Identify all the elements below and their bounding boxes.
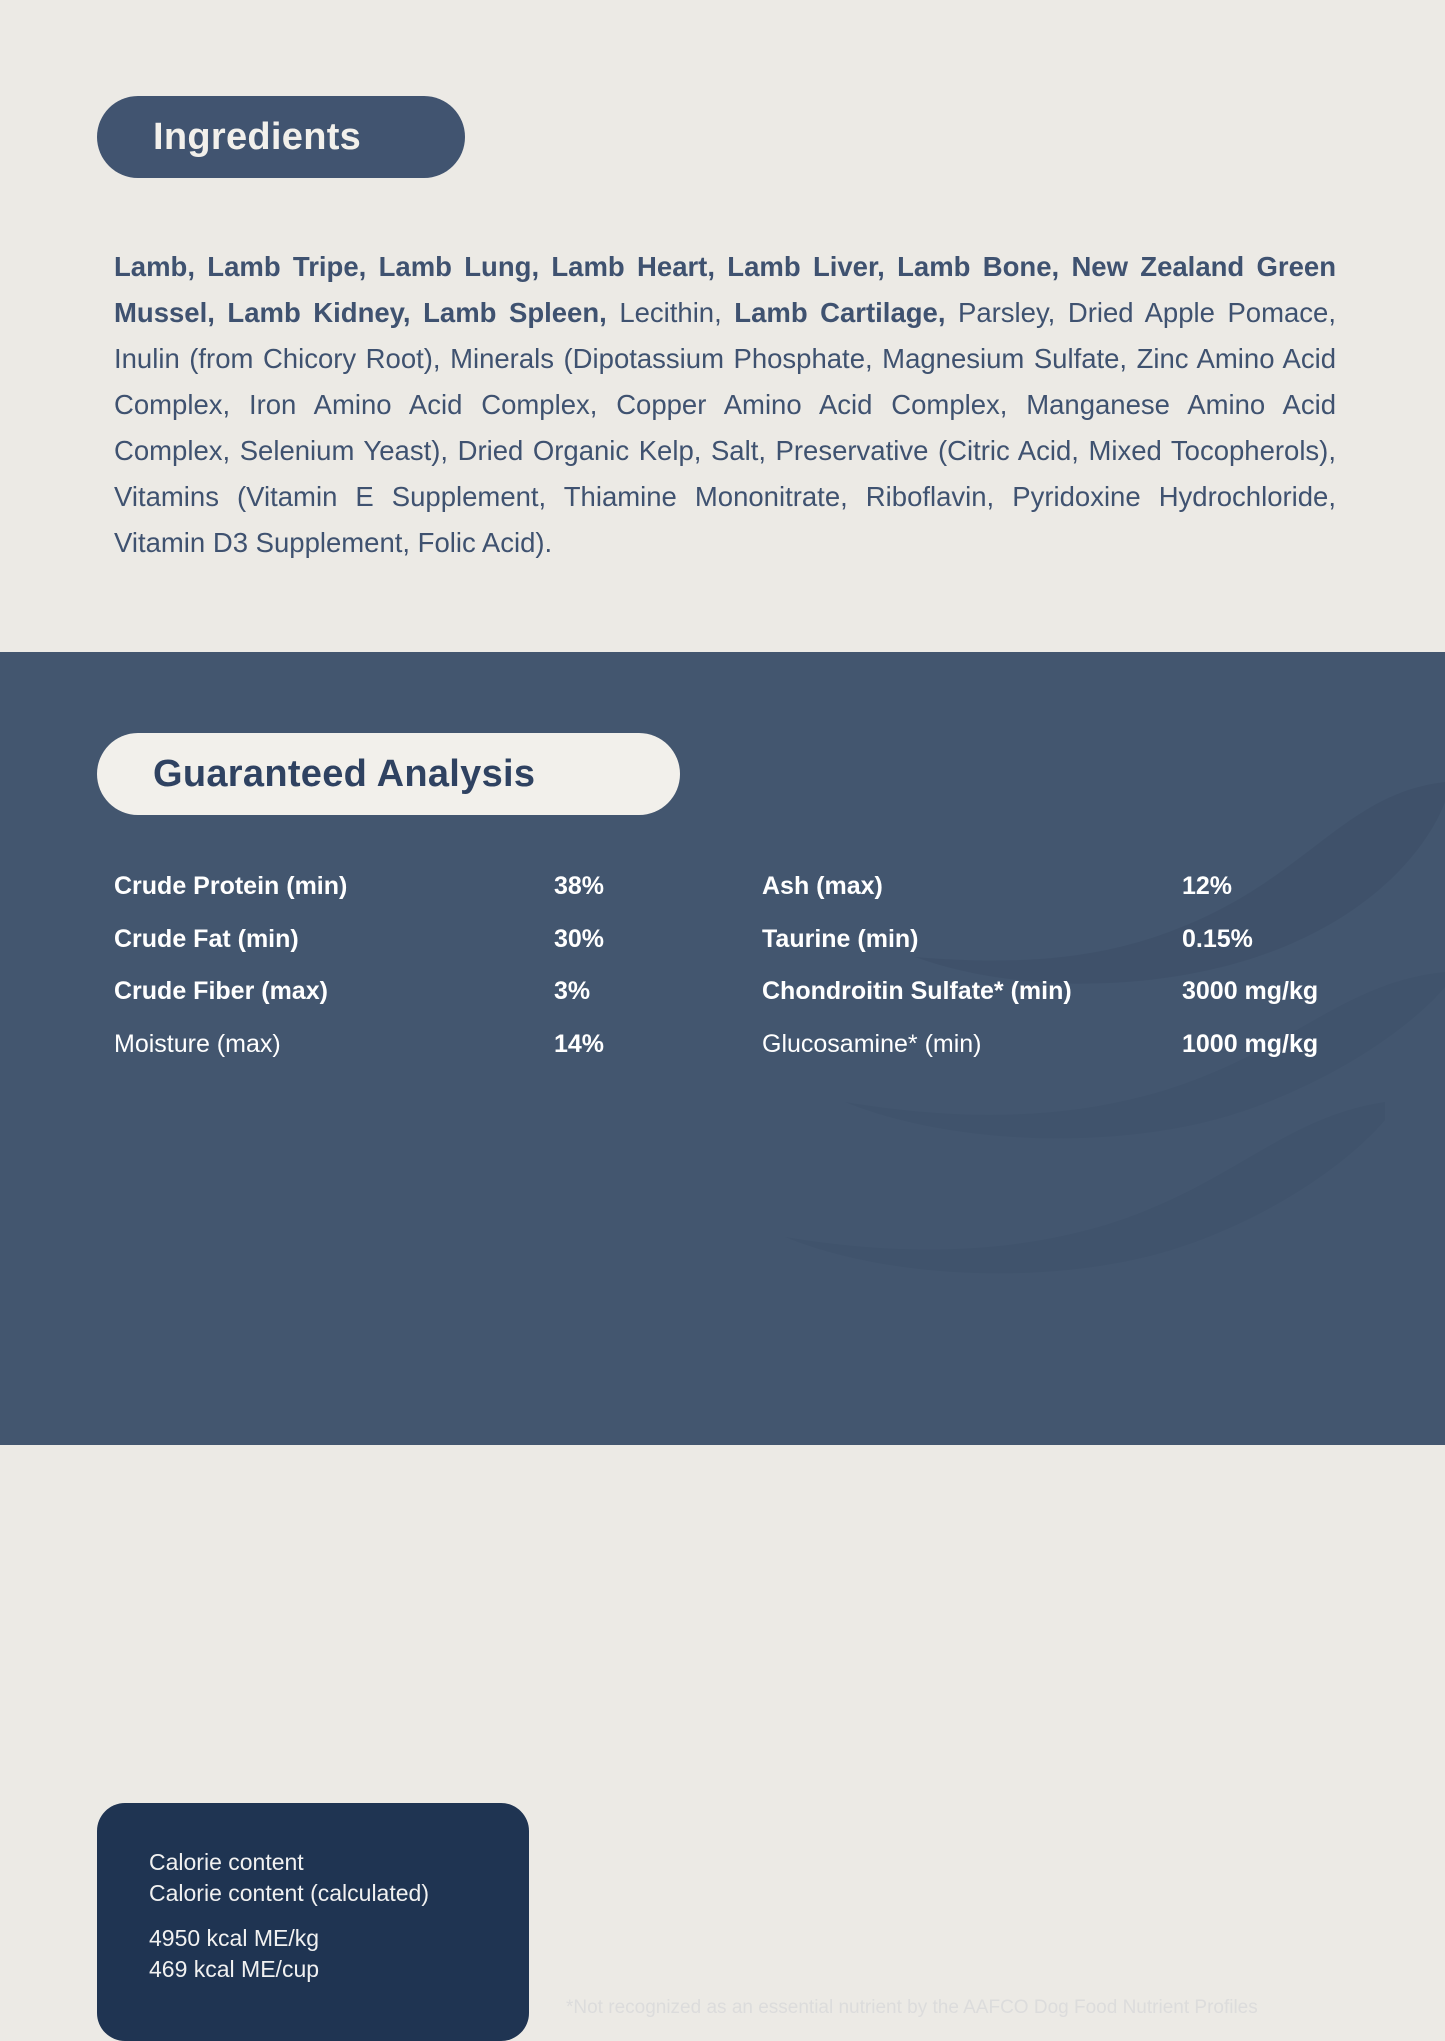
calorie-per-cup-value: 469 kcal ME/cup [149,1956,320,1982]
ingredients-lecithin: Lecithin, [606,296,735,328]
table-row: 30% [554,924,605,953]
table-row: Glucosamine* (min) [762,1029,982,1058]
calorie-per-kg-value: 4950 kcal ME/kg [149,1925,320,1951]
spacer [149,1909,529,1923]
analysis-heading-label: Guaranteed Analysis [153,752,536,795]
calorie-content-calculated-label: Calorie content (calculated) [149,1880,429,1906]
analysis-heading-pill [97,733,680,815]
table-row: Chondroitin Sulfate* (min) [762,977,1072,1005]
calorie-content-label: Calorie content [149,1849,304,1875]
guaranteed-analysis-section [0,652,1445,2018]
table-row: Ash (max) [762,872,883,900]
aafco-footnote: *Not recognized as an essential nutrient by the AAFCO Dog Food Nutrient Profiles [566,1997,1258,2018]
ingredients-section [0,0,1445,652]
table-row: 0.15% [1182,924,1253,953]
ingredients-heading-label: Ingredients [153,115,362,158]
guaranteed-analysis-table [114,860,1346,1070]
table-row: 3% [554,977,591,1005]
calorie-content-box [97,1803,529,2041]
decorative-swoosh-bottom [785,1092,1385,1292]
table-row: 14% [554,1029,605,1058]
table-row: Crude Fat (min) [114,924,299,953]
table-row: Crude Protein (min) [114,872,348,900]
table-row: Crude Fiber (max) [114,977,328,1005]
ingredients-heading-pill [97,96,465,178]
table-row: 12% [1182,872,1233,900]
table-row: 1000 mg/kg [1182,1029,1319,1058]
ingredients-remainder: Parsley, Dried Apple Pomace, Inulin (from Chicory Root), Minerals (Dipotassium Phosphate, Magnesium Sulfate, Zinc Amino Acid Complex, Iron Amino Acid Complex, Copper Amino Acid Complex, Manganese Amino Acid Complex, Selenium Yeast), Dried Organic Kelp, Salt, Preservative (Citric Acid, Mixed Tocopherols), Vitamins (Vitamin E Supplement, Thiamine Mononitrate, Riboflavin, Pyridoxine Hydrochloride, Vitamin D3 Supplement, Folic Acid). [114,296,1336,558]
ingredients-cartilage-bold: Lamb Cartilage, [734,296,946,328]
table-row: 38% [554,872,605,900]
table-row: Moisture (max) [114,1029,281,1058]
table-row: 3000 mg/kg [1182,977,1319,1005]
ingredients-list [114,244,1336,566]
ingredients-primary-bold: Lamb, Lamb Tripe, Lamb Lung, Lamb Heart, Lamb Liver, Lamb Bone, New Zealand Green Mussel, Lamb Kidney, Lamb Spleen, [114,250,1336,328]
table-row: Taurine (min) [762,924,919,953]
